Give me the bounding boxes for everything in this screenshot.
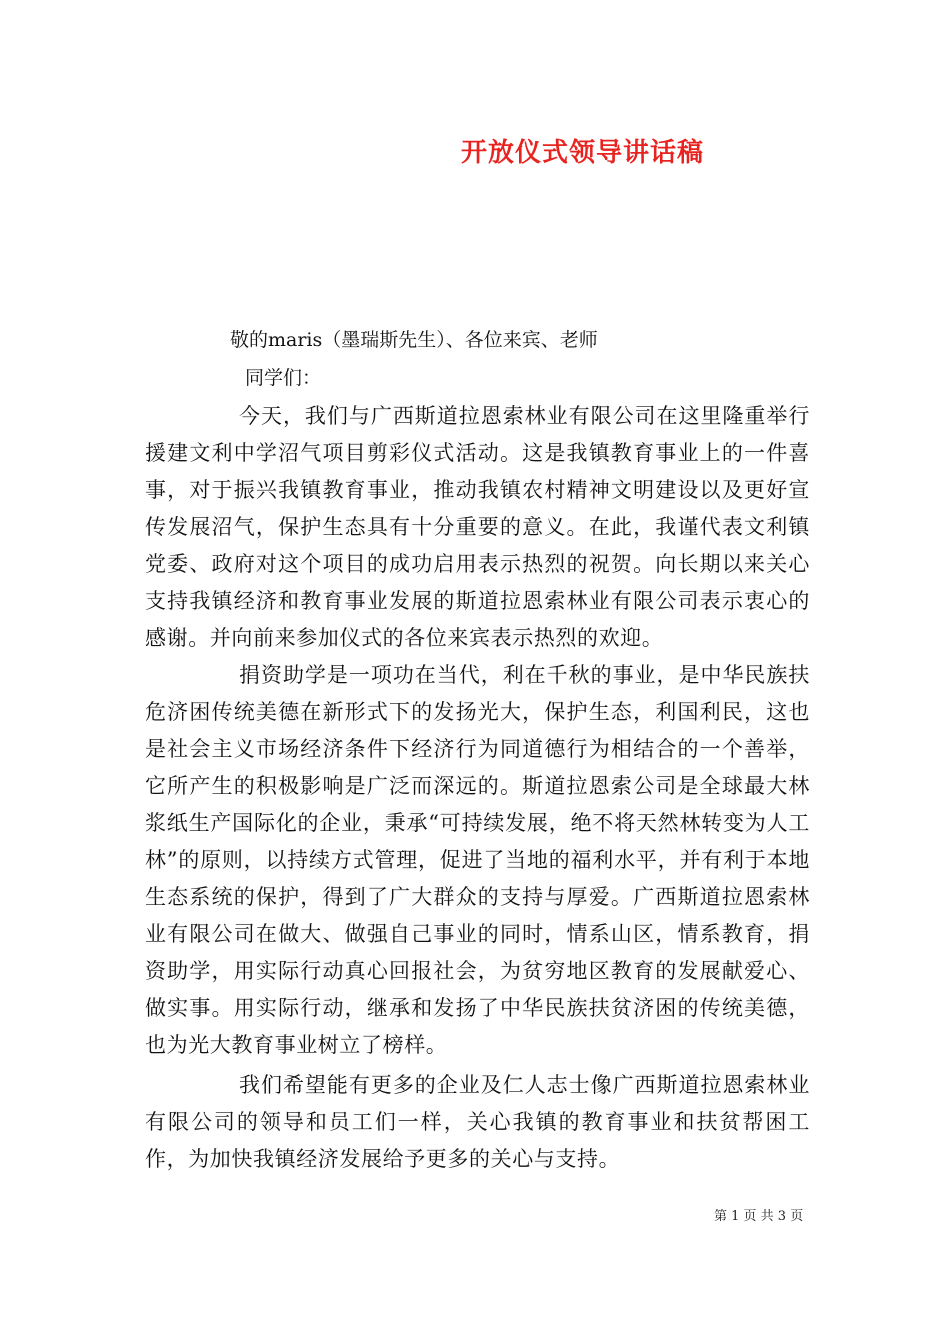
paragraph-1: 今天，我们与广西斯道拉恩索林业有限公司在这里隆重举行援建文利中学沼气项目剪彩仪式活动。这是我镇教育事业上的一件喜事，对于振兴我镇教育事业，推动我镇农村精神文明建设以及更好宣传发展沼气，保护生态具有十分重要的意义。在此，我谨代表文利镇党委、政府对这个项目的成功启用表示热烈的祝贺。向长期以来关心支持我镇经济和教育事业发展的斯道拉恩索林业有限公司表示衷心的感谢。并向前来参加仪式的各位来宾表示热烈的欢迎。 — [145, 404, 810, 650]
paragraph-3: 我们希望能有更多的企业及仁人志士像广西斯道拉恩索林业有限公司的领导和员工们一样，关心我镇的教育事业和扶贫帮困工作，为加快我镇经济发展给予更多的关心与支持。 — [145, 1073, 810, 1171]
salutation-line-2: 同学们： — [245, 367, 322, 389]
salutation-line-1: 敬的maris（墨瑞斯先生）、各位来宾、老师 — [230, 329, 598, 351]
document-title: 开放仪式领导讲话稿 — [460, 138, 704, 168]
page-footer: 第 1 页 共 3 页 — [714, 1209, 804, 1224]
paragraph-2: 捐资助学是一项功在当代，利在千秋的事业，是中华民族扶危济困传统美德在新形式下的发扬光大，保护生态，利国利民，这也是社会主义市场经济条件下经济行为同道德行为相结合的一个善举，它所产生的积极影响是广泛而深远的。斯道拉恩索公司是全球最大林浆纸生产国际化的企业，秉承“可持续发展，绝不将天然林转变为人工林”的原则，以持续方式管理，促进了当地的福利水平，并有利于本地生态系统的保护，得到了广大群众的支持与厚爱。广西斯道拉恩索林业有限公司在做大、做强自己事业的同时，情系山区，情系教育，捐资助学，用实际行动真心回报社会，为贫穷地区教育的发展献爱心、做实事。用实际行动，继承和发扬了中华民族扶贫济困的传统美德，也为光大教育事业树立了榜样。 — [145, 663, 810, 1057]
document-body — [145, 398, 810, 1178]
